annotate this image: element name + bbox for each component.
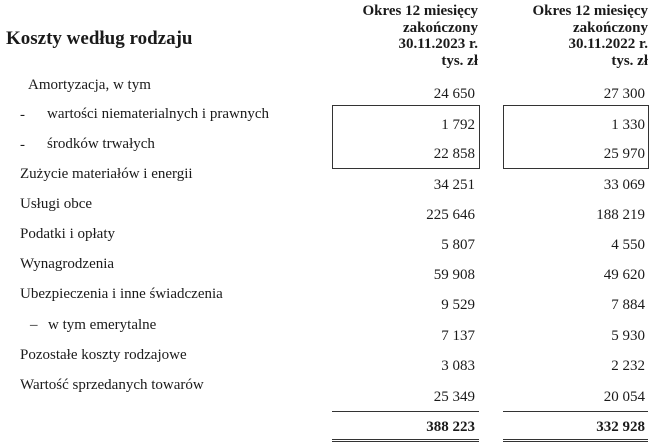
total-double-rule-2022	[503, 439, 648, 442]
value-2022: 27 300	[603, 86, 645, 102]
value-2022: 33 069	[603, 177, 645, 193]
header-line: Okres 12 miesięcy	[362, 3, 478, 19]
header-line: Okres 12 miesięcy	[532, 3, 648, 19]
value-2023: 7 137	[441, 328, 475, 344]
value-2023: 59 908	[433, 267, 475, 283]
value-2023: 1 792	[441, 117, 475, 133]
total-2022: 332 928	[596, 419, 645, 435]
header-unit: tys. zł	[441, 52, 478, 69]
row-label: Zużycie materiałów i energii	[20, 166, 193, 182]
row-label: wartości niematerialnych i prawnych	[47, 106, 269, 122]
row-label: Wynagrodzenia	[20, 256, 115, 272]
subtotal-rule-2022	[503, 411, 648, 412]
column-header-2023	[362, 3, 478, 69]
table-title: Koszty według rodzaju	[6, 28, 193, 49]
row-label: Podatki i opłaty	[20, 226, 115, 242]
value-2022: 188 219	[596, 207, 645, 223]
row-label: w tym emerytalne	[48, 317, 157, 333]
row-prefix: –	[30, 317, 38, 333]
value-2023: 24 650	[433, 86, 475, 102]
header-date: 30.11.2023 r.	[398, 36, 478, 52]
value-2023: 22 858	[433, 146, 475, 162]
row-label: środków trwałych	[47, 136, 155, 152]
total-double-rule-2023	[332, 439, 479, 442]
header-line: zakończony	[403, 19, 478, 36]
header-line: zakończony	[573, 19, 648, 36]
row-label: Wartość sprzedanych towarów	[20, 377, 204, 393]
row-label: Ubezpieczenia i inne świadczenia	[20, 286, 223, 302]
column-header-2022	[532, 3, 648, 69]
value-2022: 2 232	[611, 358, 645, 374]
row-prefix: -	[20, 137, 25, 153]
value-2022: 20 054	[603, 389, 645, 405]
row-label: Amortyzacja, w tym	[28, 77, 151, 93]
value-2022: 5 930	[611, 328, 645, 344]
value-2023: 25 349	[433, 389, 475, 405]
row-label: Usługi obce	[20, 196, 93, 212]
value-2023: 3 083	[441, 358, 475, 374]
header-date: 30.11.2022 r.	[568, 36, 648, 52]
total-2023: 388 223	[426, 419, 475, 435]
value-2022: 1 330	[611, 117, 645, 133]
value-2022: 25 970	[603, 146, 645, 162]
value-2023: 9 529	[441, 297, 475, 313]
row-label: Pozostałe koszty rodzajowe	[20, 347, 187, 363]
value-2022: 7 884	[611, 297, 645, 313]
value-2023: 225 646	[426, 207, 475, 223]
value-2023: 34 251	[433, 177, 475, 193]
value-2022: 49 620	[603, 267, 645, 283]
value-2022: 4 550	[611, 237, 645, 253]
header-unit: tys. zł	[611, 52, 648, 69]
value-2023: 5 807	[441, 237, 475, 253]
subtotal-rule-2023	[332, 411, 479, 412]
row-prefix: -	[20, 107, 25, 123]
